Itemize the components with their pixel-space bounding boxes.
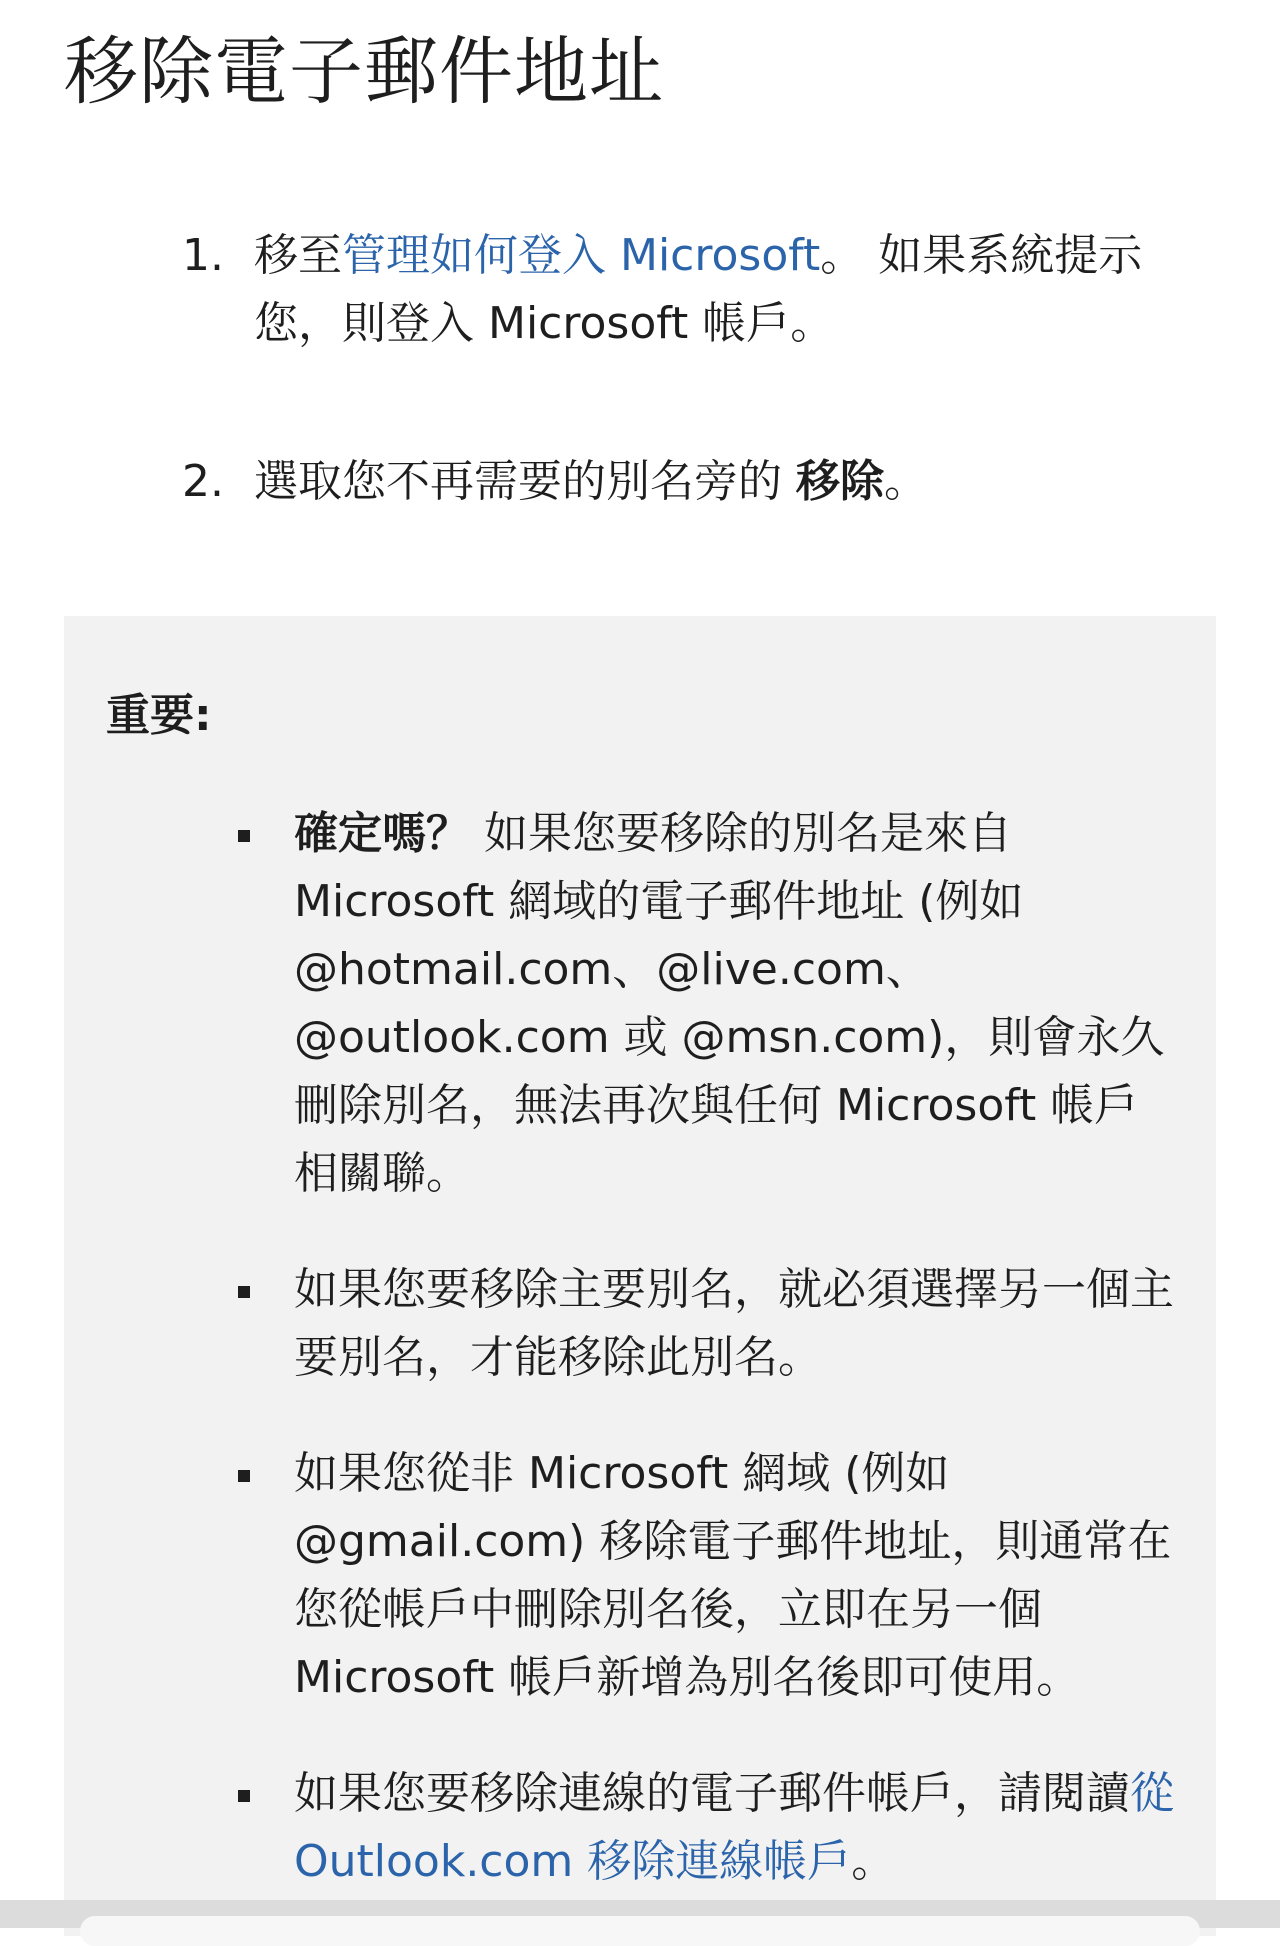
- bullet-text: 。: [851, 1836, 896, 1887]
- steps-list: [0, 222, 1184, 516]
- remove-label: 移除: [796, 456, 884, 507]
- bullet-item: [64, 1440, 1174, 1712]
- important-bullets: [64, 800, 1174, 1944]
- step-item: [0, 448, 1184, 516]
- bullet-text: 如果您要移除連線的電子郵件帳戶，請閱讀: [294, 1768, 1130, 1819]
- page-title: 移除電子郵件地址: [64, 29, 664, 115]
- manage-sign-in-link[interactable]: 管理如何登入 Microsoft: [342, 230, 821, 281]
- bullet-text: 如果您要移除的別名是來自 Microsoft 網域的電子郵件地址 (例如 @hotmail.com、@live.com、@outlook.com 或 @msn.com)，則會永久刪除別名，無法再次與任何 Microsoft 帳戶相關聯。: [294, 808, 1165, 1199]
- step-text: 移至: [254, 230, 342, 281]
- step-number: 2.: [182, 456, 224, 507]
- step-number: 1.: [182, 230, 224, 281]
- important-note: [64, 616, 1216, 1936]
- bullet-text: 如果您要移除主要別名，就必須選擇另一個主要別名，才能移除此別名。: [294, 1264, 1174, 1383]
- bullet-item: [64, 1760, 1174, 1896]
- bullet-bold: 確定嗎？: [294, 808, 470, 859]
- bullet-text: 如果您從非 Microsoft 網域 (例如 @gmail.com) 移除電子郵件地址，則通常在您從帳戶中刪除別名後，立即在另一個 Microsoft 帳戶新增為別名後即可使用。: [294, 1448, 1172, 1703]
- step-text: 選取您不再需要的別名旁的: [254, 456, 796, 507]
- important-label: 重要:: [106, 690, 212, 741]
- step-item: [0, 222, 1184, 358]
- bullet-item: [64, 800, 1174, 1208]
- remove-connected-account-link[interactable]: 從 Outlook.com 移除連線帳戶: [294, 1768, 1174, 1887]
- bottom-pill: [80, 1916, 1200, 1946]
- step-text: 。: [884, 456, 928, 507]
- bullet-item: [64, 1256, 1174, 1392]
- step-text: 。 如果系統提示您，則登入 Microsoft 帳戶。: [254, 230, 1143, 349]
